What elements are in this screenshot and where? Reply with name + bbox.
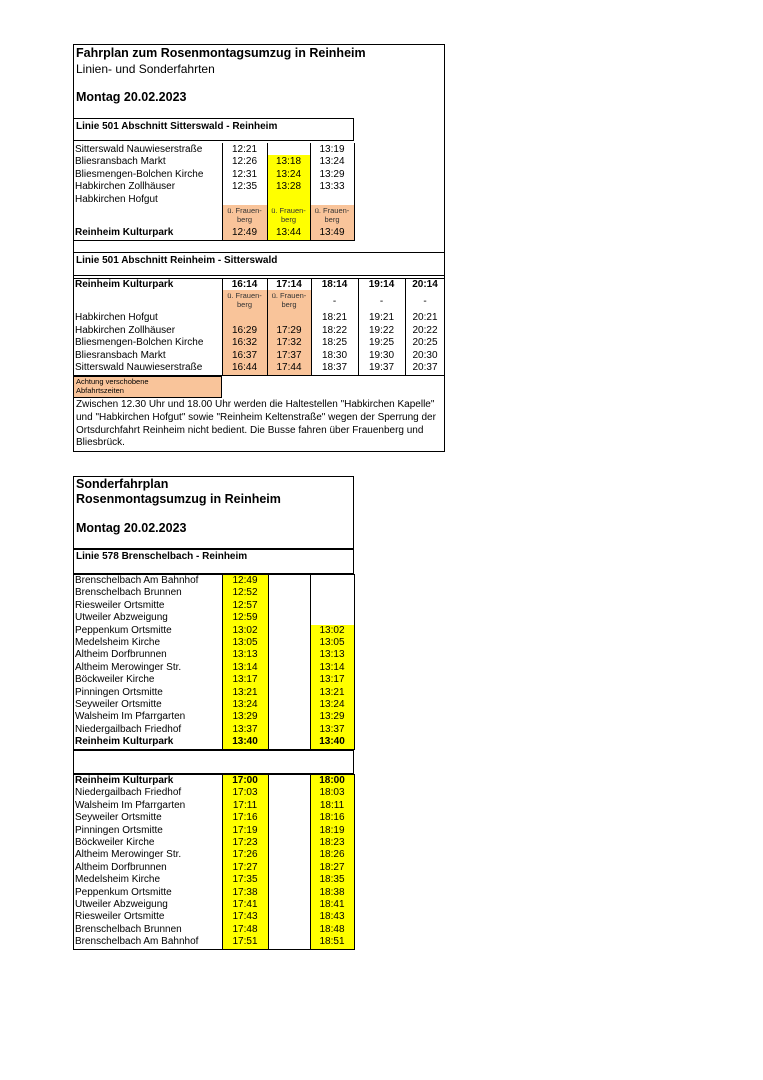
departure-time: 17:26 [232, 849, 258, 861]
table-row-final [73, 227, 354, 240]
stop-name: Reinheim Kulturpark [75, 736, 174, 748]
stop-name: Habkirchen Zollhäuser [75, 324, 176, 336]
departure-time: 20:37 [412, 362, 438, 373]
return-table [73, 774, 354, 950]
departure-time: 19:25 [368, 337, 395, 349]
departure-time: 18:26 [319, 849, 345, 861]
table-row [73, 899, 354, 912]
departure-time: 13:40 [232, 736, 258, 748]
dash: - [332, 296, 337, 308]
timetable-2-subtitle: Rosenmontagsumzug in Reinheim [76, 492, 281, 506]
stop-name: Pinningen Ortsmitte [75, 824, 163, 836]
departure-time: 19:22 [368, 324, 395, 336]
departure-time: 13:29 [319, 711, 345, 723]
table-row [73, 849, 354, 862]
table-row [73, 144, 354, 157]
stop-name: Sitterswald Nauwieserstraße [75, 144, 203, 155]
table-row [73, 936, 354, 949]
departure-time: 18:11 [319, 799, 345, 811]
departure-time: 18:41 [319, 899, 345, 910]
stop-name: Altheim Dorfbrunnen [75, 649, 167, 661]
departure-time: 17:44 [276, 362, 302, 373]
departure-time: 13:17 [319, 674, 345, 686]
stop-name: Bliesransbach Markt [75, 156, 166, 168]
table-row [73, 325, 445, 338]
table-row [73, 837, 354, 850]
departure-time: 12:35 [231, 181, 258, 193]
departure-time: 13:05 [319, 637, 345, 648]
departure-time: 17:03 [232, 787, 258, 799]
table-row [73, 862, 354, 875]
stop-name: Altheim Merowinger Str. [75, 661, 182, 673]
departure-time: 18:27 [319, 861, 345, 873]
stop-name: Sitterswald Nauwieserstraße [75, 362, 203, 373]
table-row [73, 600, 354, 613]
stop-name: Peppenkum Ortsmitte [75, 886, 172, 898]
departure-time: 16:44 [231, 362, 258, 373]
departure-time: 18:51 [319, 936, 345, 948]
table-row [73, 812, 354, 825]
table-row [73, 800, 354, 813]
departure-time: 18:23 [319, 837, 345, 848]
departure-time: 19:14 [368, 279, 395, 290]
table-row [73, 662, 354, 675]
dash: - [379, 296, 384, 308]
departure-time: 18:25 [321, 337, 348, 349]
departure-time: 17:14 [276, 279, 302, 290]
stop-name: Walsheim Im Pfarrgarten [75, 711, 186, 723]
departure-time: 17:00 [232, 775, 258, 786]
stop-name: Habkirchen Hofgut [75, 193, 158, 205]
departure-time: 13:21 [319, 686, 345, 698]
table-row [73, 724, 354, 737]
stop-name: Seyweiler Ortsmitte [75, 812, 162, 824]
stop-name: Utweiler Abzweigung [75, 899, 168, 910]
departure-time: 19:30 [368, 349, 395, 361]
closure-note [76, 399, 444, 450]
departure-time: 12:26 [231, 156, 258, 168]
table-row [73, 181, 354, 194]
table-row [73, 699, 354, 712]
departure-time: 19:21 [368, 312, 395, 324]
timetable-2-title: Sonderfahrplan [76, 477, 169, 491]
table-row [73, 637, 354, 650]
table-row [73, 625, 354, 638]
stop-name: Pinningen Ortsmitte [75, 686, 163, 698]
departure-time: 18:38 [319, 886, 345, 898]
stop-name: Bliesmengen-Bolchen Kirche [75, 337, 204, 349]
departure-time: 17:51 [232, 936, 258, 948]
departure-time: 17:27 [232, 861, 258, 873]
note-line: Zwischen 12.30 Uhr und 18.00 Uhr werden die Haltestellen "Habkirchen Kapelle" [76, 399, 435, 410]
stop-name: Brenschelbach Brunnen [75, 923, 182, 935]
table-row [73, 874, 354, 887]
table-row [73, 156, 354, 169]
stop-name: Reinheim Kulturpark [75, 227, 174, 238]
departure-time: 13:13 [319, 649, 345, 661]
table-row [73, 887, 354, 900]
departure-time: 20:30 [412, 349, 438, 361]
timetable-1-subtitle: Linien- und Sonderfahrten [76, 62, 215, 76]
stop-name: Habkirchen Zollhäuser [75, 181, 176, 193]
departure-time: 17:29 [276, 324, 302, 336]
row-divider [73, 240, 355, 241]
via-line-1: ü. Frauen- [271, 291, 307, 301]
stop-name: Habkirchen Hofgut [75, 312, 158, 324]
warning-line-1: Achtung verschobene [76, 377, 149, 386]
departure-time: 16:37 [231, 349, 258, 361]
departure-time: 12:21 [231, 144, 258, 155]
stop-name: Brenschelbach Brunnen [75, 587, 182, 599]
table-row [73, 924, 354, 937]
departure-time: 13:19 [319, 144, 345, 155]
via-frauenberg-note [267, 206, 310, 224]
stop-name: Bliesransbach Markt [75, 349, 166, 361]
departure-time: 13:29 [232, 711, 258, 723]
departure-time: 18:43 [319, 911, 345, 923]
table-row [73, 612, 354, 625]
departure-time: 18:35 [319, 874, 345, 886]
stop-name: Böckweiler Kirche [75, 837, 155, 848]
departure-time: 12:31 [231, 168, 258, 180]
table-row [73, 169, 354, 182]
stop-name: Böckweiler Kirche [75, 674, 155, 686]
section-1-table [73, 143, 354, 241]
departure-time: 13:24 [232, 699, 258, 710]
departure-time: 17:16 [232, 812, 258, 824]
departure-time: 17:48 [232, 923, 258, 935]
outbound-table [73, 574, 354, 751]
departure-time: 13:29 [319, 168, 345, 180]
timetable-1-date: Montag 20.02.2023 [76, 90, 187, 104]
table-row [73, 787, 354, 800]
timetable-2-date: Montag 20.02.2023 [76, 521, 187, 535]
departure-time: 18:00 [319, 775, 345, 786]
line-578-heading: Linie 578 Brenschelbach - Reinheim [76, 551, 248, 562]
departure-time: 17:38 [232, 886, 258, 898]
departure-time: 16:14 [231, 279, 258, 290]
note-line: Bliesbrück. [76, 437, 125, 449]
departure-time: 13:37 [232, 723, 258, 735]
table-row [73, 711, 354, 724]
departure-time: 17:32 [276, 337, 302, 349]
departure-time: 17:19 [232, 824, 258, 836]
note-line: und "Habkirchen Hofgut" sowie "Reinheim Keltenstraße" wegen der Sperrung der [76, 411, 436, 423]
timetable-1-title: Fahrplan zum Rosenmontagsumzug in Reinheim [76, 46, 366, 60]
arrival-time: 12:49 [231, 227, 258, 238]
departure-time: 13:02 [232, 624, 258, 636]
col-divider [354, 143, 355, 241]
via-frauenberg-note [222, 206, 267, 224]
warning-shifted-times [73, 376, 222, 398]
departure-time: 13:13 [232, 649, 258, 661]
departure-time: 12:52 [232, 587, 258, 599]
departure-time: 12:59 [232, 612, 258, 624]
departure-time: 18:03 [319, 787, 345, 799]
departure-time: 13:05 [232, 637, 258, 648]
departure-time: 13:24 [319, 156, 345, 168]
stop-name: Niedergailbach Friedhof [75, 787, 182, 799]
table-row [73, 649, 354, 662]
departure-time: 13:21 [232, 686, 258, 698]
stop-name: Peppenkum Ortsmitte [75, 624, 172, 636]
stop-name: Altheim Dorfbrunnen [75, 861, 167, 873]
table-row [73, 674, 354, 687]
stop-name: Bliesmengen-Bolchen Kirche [75, 168, 204, 180]
table-row [73, 312, 445, 325]
departure-time: 17:41 [232, 899, 258, 910]
stop-name: Brenschelbach Am Bahnhof [75, 575, 199, 586]
departure-time: 13:33 [319, 181, 345, 193]
departure-time: 13:14 [232, 661, 258, 673]
note-line: Ortsdurchfahrt Reinheim nicht bedient. Die Busse fahren über Frauenberg und [76, 424, 424, 436]
stop-name: Reinheim Kulturpark [75, 279, 174, 290]
via-line-1: ü. Frauen- [271, 206, 306, 215]
row-divider [73, 949, 355, 950]
departure-time: 17:35 [232, 874, 258, 886]
stop-name: Altheim Merowinger Str. [75, 849, 182, 861]
departure-time: 18:16 [319, 812, 345, 824]
departure-time: 13:14 [319, 661, 345, 673]
via-frauenberg-note [267, 291, 311, 309]
table-row [73, 194, 354, 207]
arrival-time: 13:49 [319, 227, 345, 238]
table-row-start [73, 279, 445, 292]
stop-name: Utweiler Abzweigung [75, 612, 168, 624]
stop-name: Medelsheim Kirche [75, 637, 161, 648]
departure-time: 17:23 [232, 837, 258, 848]
departure-time: 18:30 [321, 349, 348, 361]
departure-time: 18:48 [319, 923, 345, 935]
via-line-2: berg [236, 300, 252, 310]
departure-time: 17:43 [232, 911, 258, 923]
arrival-time: 13:44 [275, 227, 302, 238]
departure-time: 13:24 [319, 699, 345, 710]
via-frauenberg-note [310, 206, 354, 224]
stop-name: Riesweiler Ortsmitte [75, 911, 165, 923]
departure-time: 16:29 [231, 324, 258, 336]
departure-time: 17:11 [232, 799, 258, 811]
departure-time: 12:49 [232, 575, 258, 586]
table-row [73, 362, 445, 375]
warning-line-2: Abfahrtszeiten [76, 386, 124, 395]
via-line-1: ü. Frauen- [314, 206, 350, 215]
table-row [73, 587, 354, 600]
table-row [73, 775, 354, 788]
stop-name: Riesweiler Ortsmitte [75, 599, 165, 611]
departure-time: 18:19 [319, 824, 345, 836]
departure-time: 18:37 [321, 362, 348, 373]
departure-time: 18:22 [321, 324, 348, 336]
via-line-2: berg [236, 215, 252, 224]
stop-name: Brenschelbach Am Bahnhof [75, 936, 199, 948]
departure-time: 19:37 [368, 362, 395, 373]
departure-time: 20:22 [412, 324, 438, 336]
via-line-1: ü. Frauen- [227, 291, 262, 301]
section-2-heading: Linie 501 Abschnitt Reinheim - Sitterswald [76, 255, 278, 266]
stop-name: Walsheim Im Pfarrgarten [75, 799, 186, 811]
via-frauenberg-note [222, 291, 267, 309]
stop-name: Medelsheim Kirche [75, 874, 161, 886]
departure-time: 20:21 [412, 312, 438, 324]
departure-time: 18:14 [321, 279, 348, 290]
stop-name: Niedergailbach Friedhof [75, 723, 182, 735]
stop-name: Seyweiler Ortsmitte [75, 699, 162, 710]
via-line-2: berg [324, 215, 340, 224]
table-row [73, 911, 354, 924]
col-divider [354, 774, 355, 950]
departure-time: 13:40 [319, 736, 345, 748]
col-divider [354, 574, 355, 750]
departure-time: 13:28 [275, 181, 302, 193]
departure-time: 13:17 [232, 674, 258, 686]
departure-time: 16:32 [231, 337, 258, 349]
table-row [73, 350, 445, 363]
section-2-table [73, 278, 445, 376]
departure-time: 20:25 [412, 337, 438, 349]
departure-time: 13:02 [319, 624, 345, 636]
via-line-1: ü. Frauen- [227, 206, 262, 215]
table-row [73, 337, 445, 350]
departure-time: 12:57 [232, 599, 258, 611]
spacer-box [73, 750, 354, 774]
departure-time: 13:18 [275, 156, 302, 168]
table-row [73, 575, 354, 588]
via-line-2: berg [280, 215, 296, 224]
table-row [73, 687, 354, 700]
table-row [73, 825, 354, 838]
via-line-2: berg [281, 300, 297, 310]
section-1-heading: Linie 501 Abschnitt Sitterswald - Reinheim [76, 121, 278, 132]
dash: - [423, 296, 427, 308]
departure-time: 17:37 [276, 349, 302, 361]
table-row [73, 736, 354, 749]
departure-time: 18:21 [321, 312, 348, 324]
departure-time: 20:14 [412, 279, 438, 290]
departure-time: 13:24 [275, 168, 302, 180]
departure-time: 13:37 [319, 723, 345, 735]
stop-name: Reinheim Kulturpark [75, 775, 174, 786]
